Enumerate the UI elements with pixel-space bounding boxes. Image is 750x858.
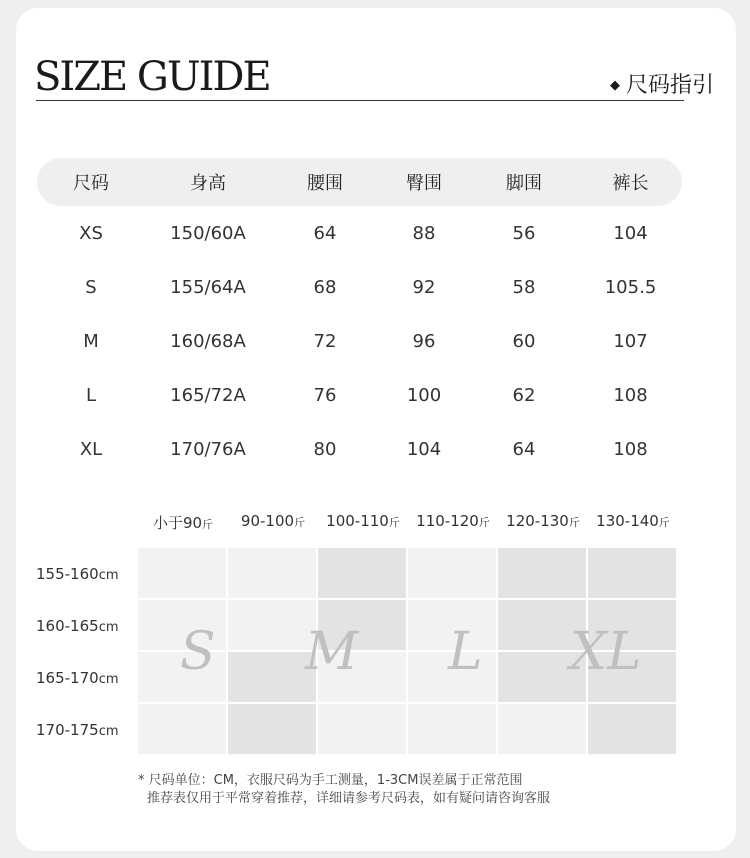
table-cell: 165/72A — [170, 384, 246, 406]
table-cell: 155/64A — [170, 276, 246, 298]
table-row — [37, 422, 682, 476]
table-cell: 64 — [313, 222, 337, 244]
weight-label: 90-100斤 — [240, 512, 306, 530]
page-subtitle — [610, 68, 714, 99]
table-cell: 80 — [313, 438, 337, 460]
table-cell: 62 — [512, 384, 536, 406]
table-cell: 96 — [412, 330, 436, 352]
table-cell: S — [85, 276, 97, 298]
table-cell: 72 — [313, 330, 337, 352]
height-label: 155-160cm — [36, 565, 119, 583]
column-header: 尺码 — [73, 173, 109, 194]
note-line-1: * 尺码单位：CM，衣服尺码为手工测量，1-3CM误差属于正常范围 — [138, 773, 523, 788]
grid-cell — [408, 704, 496, 754]
weight-label: 130-140斤 — [596, 512, 670, 530]
note-line-2: 推荐表仅用于平常穿着推荐，详细请参考尺码表，如有疑问请咨询客服 — [147, 791, 551, 806]
table-row — [37, 260, 682, 314]
table-cell: L — [85, 384, 97, 406]
height-labels — [36, 548, 140, 756]
table-cell: 68 — [313, 276, 337, 298]
table-cell: 107 — [613, 330, 648, 352]
page-title: SIZE GUIDE — [34, 54, 270, 100]
grid-cell — [138, 548, 226, 598]
table-cell: 76 — [313, 384, 337, 406]
grid-cell — [588, 704, 676, 754]
grid-cell — [138, 704, 226, 754]
table-cell: 56 — [512, 222, 536, 244]
table-cell: 64 — [512, 438, 536, 460]
notes — [138, 772, 550, 808]
table-header — [37, 158, 682, 206]
weight-label: 100-110斤 — [326, 512, 400, 530]
table-cell: XS — [79, 222, 103, 244]
size-letter-s: S — [180, 622, 216, 682]
table-cell: 150/60A — [170, 222, 246, 244]
table-cell: 108 — [613, 438, 648, 460]
size-letter-l: L — [448, 622, 483, 682]
grid-cell — [228, 652, 316, 702]
table-cell: 58 — [512, 276, 536, 298]
weight-label: 110-120斤 — [416, 512, 490, 530]
weight-label: 120-130斤 — [506, 512, 580, 530]
grid-cell — [498, 704, 586, 754]
grid-cell — [228, 548, 316, 598]
diamond-icon: ◆ — [609, 78, 620, 93]
column-header: 身高 — [190, 173, 226, 194]
size-letter-m: M — [305, 622, 359, 682]
height-label: 165-170cm — [36, 669, 119, 687]
title-divider — [36, 100, 684, 101]
table-cell: 108 — [613, 384, 648, 406]
subtitle-text: 尺码指引 — [625, 73, 714, 98]
table-cell: 104 — [613, 222, 648, 244]
height-label: 160-165cm — [36, 617, 119, 635]
column-header: 臀围 — [406, 173, 442, 194]
column-header: 腰围 — [307, 173, 343, 194]
table-cell: M — [83, 330, 99, 352]
column-header: 裤长 — [612, 173, 649, 194]
height-label: 170-175cm — [36, 721, 119, 739]
grid-cell — [588, 548, 676, 598]
table-row — [37, 206, 682, 260]
column-header: 脚围 — [506, 173, 542, 194]
size-table — [37, 158, 682, 476]
grid-cell — [318, 548, 406, 598]
grid-cell — [318, 704, 406, 754]
table-cell: 60 — [512, 330, 536, 352]
table-cell: 104 — [406, 438, 442, 460]
table-cell: XL — [79, 438, 103, 460]
table-row — [37, 368, 682, 422]
table-cell: 92 — [412, 276, 436, 298]
weight-label: 小于90斤 — [152, 514, 214, 532]
weight-labels — [138, 512, 678, 533]
grid-cell — [228, 600, 316, 650]
table-cell: 105.5 — [604, 276, 657, 298]
table-row — [37, 314, 682, 368]
size-letter-xl: XL — [570, 622, 642, 682]
table-cell: 160/68A — [170, 330, 246, 352]
table-cell: 100 — [406, 384, 442, 406]
table-cell: 88 — [412, 222, 436, 244]
table-cell: 170/76A — [170, 438, 246, 460]
grid-cell — [408, 548, 496, 598]
grid-cell — [498, 548, 586, 598]
grid-cell — [228, 704, 316, 754]
